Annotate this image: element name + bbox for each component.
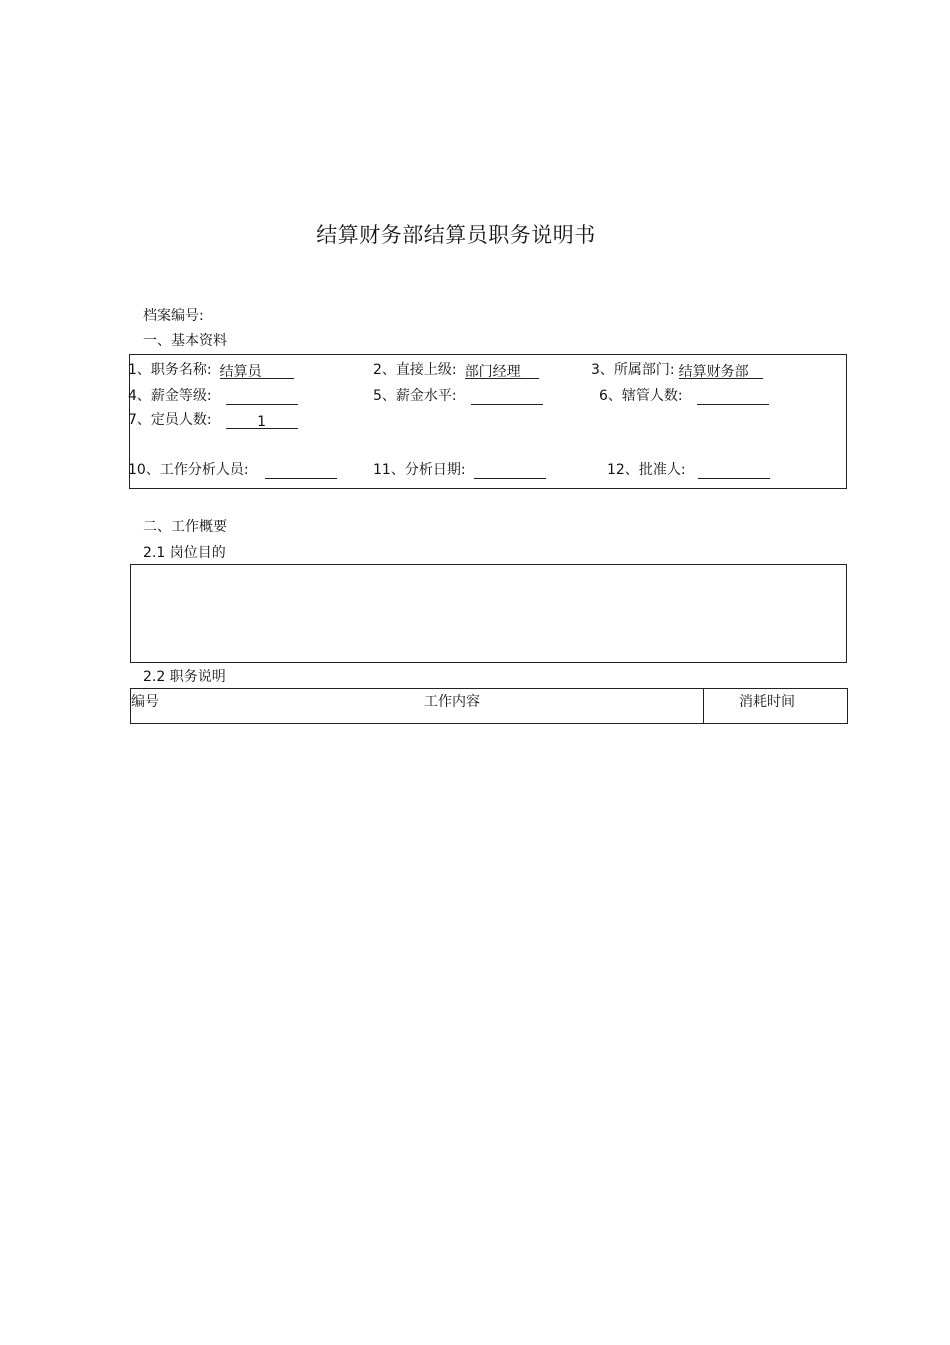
analysis-date-field <box>373 461 546 479</box>
direct-superior-field <box>373 361 539 379</box>
approver-field <box>607 461 770 479</box>
job-description-heading: 2.2 职务说明 <box>143 669 226 685</box>
job-title-field <box>128 361 294 379</box>
job-purpose-box[interactable] <box>130 564 847 663</box>
table-header-number: 编号 <box>131 694 159 710</box>
table-header-time-spent: 消耗时间 <box>739 694 795 710</box>
analysis-date-label: 11、分析日期: <box>373 462 466 478</box>
job-description-table <box>130 688 848 724</box>
managed-headcount-value[interactable] <box>697 389 769 405</box>
job-analyst-label: 10、工作分析人员: <box>128 462 249 478</box>
basic-info-box <box>129 354 847 489</box>
salary-level-label: 5、薪金水平: <box>373 388 457 404</box>
direct-superior-value[interactable]: 部门经理 <box>465 363 539 379</box>
managed-headcount-label: 6、辖管人数: <box>599 388 683 404</box>
job-purpose-heading: 2.1 岗位目的 <box>143 545 226 561</box>
salary-grade-value[interactable] <box>226 389 298 405</box>
approver-label: 12、批准人: <box>607 462 686 478</box>
analysis-date-value[interactable] <box>474 463 546 479</box>
section-basic-info-heading: 一、基本资料 <box>143 333 227 349</box>
table-column-divider <box>703 689 704 723</box>
salary-grade-field <box>128 387 298 405</box>
salary-level-field <box>373 387 543 405</box>
archive-number-label: 档案编号: <box>143 308 204 324</box>
table-header-work-content: 工作内容 <box>424 694 480 710</box>
department-value[interactable]: 结算财务部 <box>679 363 763 379</box>
department-label: 3、所属部门: <box>591 362 675 378</box>
job-title-value[interactable]: 结算员 <box>220 363 294 379</box>
job-analyst-field <box>128 461 337 479</box>
approver-value[interactable] <box>698 463 770 479</box>
job-title-label: 1、职务名称: <box>128 362 212 378</box>
direct-superior-label: 2、直接上级: <box>373 362 457 378</box>
job-analyst-value[interactable] <box>265 463 337 479</box>
salary-level-value[interactable] <box>471 389 543 405</box>
department-field <box>591 361 763 379</box>
staff-quota-value[interactable]: 1 <box>226 413 298 429</box>
section-job-summary-heading: 二、工作概要 <box>143 519 227 535</box>
staff-quota-field <box>128 411 298 429</box>
staff-quota-label: 7、定员人数: <box>128 412 212 428</box>
managed-headcount-field <box>599 387 769 405</box>
document-title: 结算财务部结算员职务说明书 <box>316 223 596 247</box>
salary-grade-label: 4、薪金等级: <box>128 388 212 404</box>
